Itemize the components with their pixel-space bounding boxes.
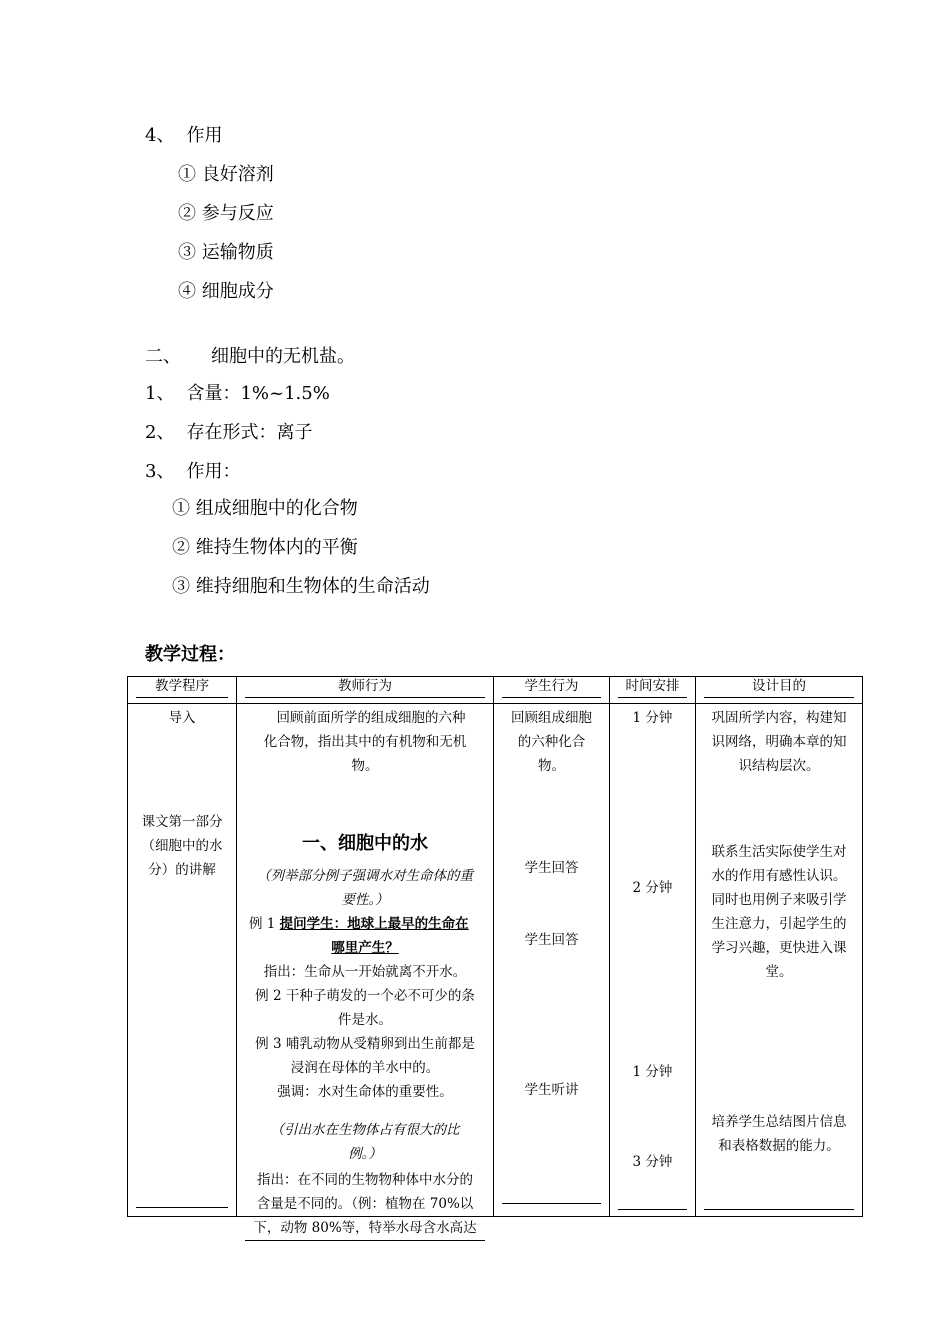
salt-point-text: 存在形式：离子 bbox=[186, 422, 313, 443]
purpose-line: 堂。 bbox=[765, 964, 793, 980]
water-section-title: 一、细胞中的水 bbox=[302, 833, 428, 854]
water-functions-title bbox=[145, 124, 222, 148]
header-program bbox=[128, 677, 237, 704]
salt-point-text: 作用： bbox=[186, 461, 241, 482]
student-answer: 学生回答 bbox=[524, 860, 579, 876]
program-part1-line: 分）的讲解 bbox=[148, 862, 216, 878]
purpose-intro-line: 识网络，明确本章的知 bbox=[711, 734, 847, 750]
salt-section-label: 细胞中的无机盐。 bbox=[211, 346, 355, 367]
salt-function-item: ② 维持生物体内的平衡 bbox=[172, 537, 358, 558]
teacher-note-line: （列举部分例子强调水对生命体的重 bbox=[257, 868, 473, 884]
purpose-intro-line: 巩固所学内容，构建知 bbox=[711, 710, 847, 726]
teacher-note-line: （引出水在生物体占有很大的比 bbox=[270, 1122, 460, 1138]
teacher-point-line: 含量是不同的。（例：植物在 70%以 bbox=[256, 1196, 474, 1212]
water-function-item: ④ 细胞成分 bbox=[178, 281, 274, 302]
student-answer: 学生回答 bbox=[524, 932, 579, 948]
example1-question-text: 哪里产生？ bbox=[331, 940, 399, 956]
teacher-cell bbox=[237, 704, 494, 1236]
purpose-line: 和表格数据的能力。 bbox=[718, 1138, 840, 1154]
table-header-row bbox=[128, 677, 863, 704]
cell-bottom-rule bbox=[618, 1209, 687, 1210]
water-functions-number: 4、 bbox=[145, 125, 175, 146]
salt-point-content bbox=[145, 382, 330, 406]
header-label: 时间安排 bbox=[618, 677, 687, 698]
program-intro: 导入 bbox=[168, 710, 196, 726]
purpose-line: 学习兴趣，更快进入课 bbox=[711, 940, 847, 956]
time-value: 1 分钟 bbox=[632, 1064, 673, 1080]
example1-prefix: 例 1 bbox=[249, 916, 280, 932]
header-label: 教师行为 bbox=[245, 677, 485, 698]
teacher-emphasis: 强调：水对生命体的重要性。 bbox=[277, 1084, 453, 1100]
salt-function-item: ① 组成细胞中的化合物 bbox=[172, 498, 358, 519]
program-part1-line: （细胞中的水 bbox=[141, 838, 223, 854]
water-function-item: ② 参与反应 bbox=[178, 203, 274, 224]
purpose-cell bbox=[696, 704, 863, 1217]
program-part1-line: 课文第一部分 bbox=[141, 814, 223, 830]
salt-section-number: 二、 bbox=[145, 346, 181, 367]
purpose-line: 联系生活实际使学生对 bbox=[711, 844, 847, 860]
example2-line: 例 2 干种子萌发的一个必不可少的条 bbox=[255, 988, 475, 1004]
teacher-note-line: 例。） bbox=[348, 1146, 382, 1162]
header-student bbox=[494, 677, 610, 704]
cell-bottom-rule bbox=[502, 1203, 601, 1204]
purpose-line: 同时也用例子来吸引学 bbox=[711, 892, 847, 908]
student-intro-line: 的六种化合 bbox=[517, 734, 586, 750]
example1-question-text: 提问学生：地球上最早的生命在 bbox=[279, 916, 469, 932]
header-time bbox=[610, 677, 696, 704]
time-value: 2 分钟 bbox=[632, 880, 673, 896]
teacher-intro-line: 物。 bbox=[351, 758, 379, 774]
header-purpose bbox=[696, 677, 863, 704]
header-label: 设计目的 bbox=[704, 677, 854, 698]
purpose-line: 生注意力，引起学生的 bbox=[711, 916, 847, 932]
water-function-item: ① 良好溶剂 bbox=[178, 164, 274, 185]
student-cell bbox=[494, 704, 610, 1217]
header-label: 教学程序 bbox=[136, 677, 228, 698]
example3-line: 浸润在母体的羊水中的。 bbox=[290, 1060, 440, 1076]
teacher-intro-line: 化合物，指出其中的有机物和无机 bbox=[263, 734, 467, 750]
example1-point: 指出：生命从一开始就离不开水。 bbox=[263, 964, 467, 980]
teacher-point-line: 下，动物 80%等，特举水母含水高达 bbox=[245, 1216, 485, 1241]
purpose-line: 水的作用有感性认识。 bbox=[711, 868, 847, 884]
purpose-intro-line: 识结构层次。 bbox=[738, 758, 820, 774]
salt-point-function bbox=[145, 460, 240, 484]
table-row bbox=[128, 704, 863, 1217]
cell-bottom-rule bbox=[704, 1209, 854, 1210]
header-teacher bbox=[237, 677, 494, 704]
cell-bottom-rule bbox=[136, 1207, 228, 1208]
time-value: 3 分钟 bbox=[632, 1154, 673, 1170]
teacher-note-line: 要性。） bbox=[341, 892, 389, 908]
program-cell bbox=[128, 704, 237, 1217]
example1-question bbox=[249, 912, 469, 936]
salt-point-text: 含量：1%~1.5% bbox=[186, 383, 330, 404]
student-intro-line: 回顾组成细胞 bbox=[511, 710, 592, 726]
lesson-table bbox=[127, 676, 863, 1236]
student-intro-line: 物。 bbox=[538, 758, 565, 774]
time-value: 1 分钟 bbox=[632, 710, 673, 726]
salt-section-title bbox=[145, 345, 355, 369]
salt-point-number: 2、 bbox=[145, 422, 175, 443]
purpose-line: 培养学生总结图片信息 bbox=[711, 1114, 847, 1130]
header-label: 学生行为 bbox=[502, 677, 601, 698]
water-functions-label: 作用 bbox=[186, 125, 223, 146]
example2-line: 件是水。 bbox=[338, 1012, 392, 1028]
process-heading: 教学过程： bbox=[145, 644, 235, 665]
example3-line: 例 3 哺乳动物从受精卵到出生前都是 bbox=[255, 1036, 475, 1052]
salt-point-form bbox=[145, 421, 312, 445]
water-function-item: ③ 运输物质 bbox=[178, 242, 274, 263]
salt-point-number: 3、 bbox=[145, 461, 175, 482]
salt-function-item: ③ 维持细胞和生物体的生命活动 bbox=[172, 576, 430, 597]
teacher-point-line: 指出：在不同的生物物种体中水分的 bbox=[257, 1172, 473, 1188]
teacher-intro-line: 回顾前面所学的组成细胞的六种 bbox=[276, 710, 466, 726]
student-listen: 学生听讲 bbox=[524, 1082, 579, 1098]
time-cell bbox=[610, 704, 696, 1217]
salt-point-number: 1、 bbox=[145, 383, 175, 404]
